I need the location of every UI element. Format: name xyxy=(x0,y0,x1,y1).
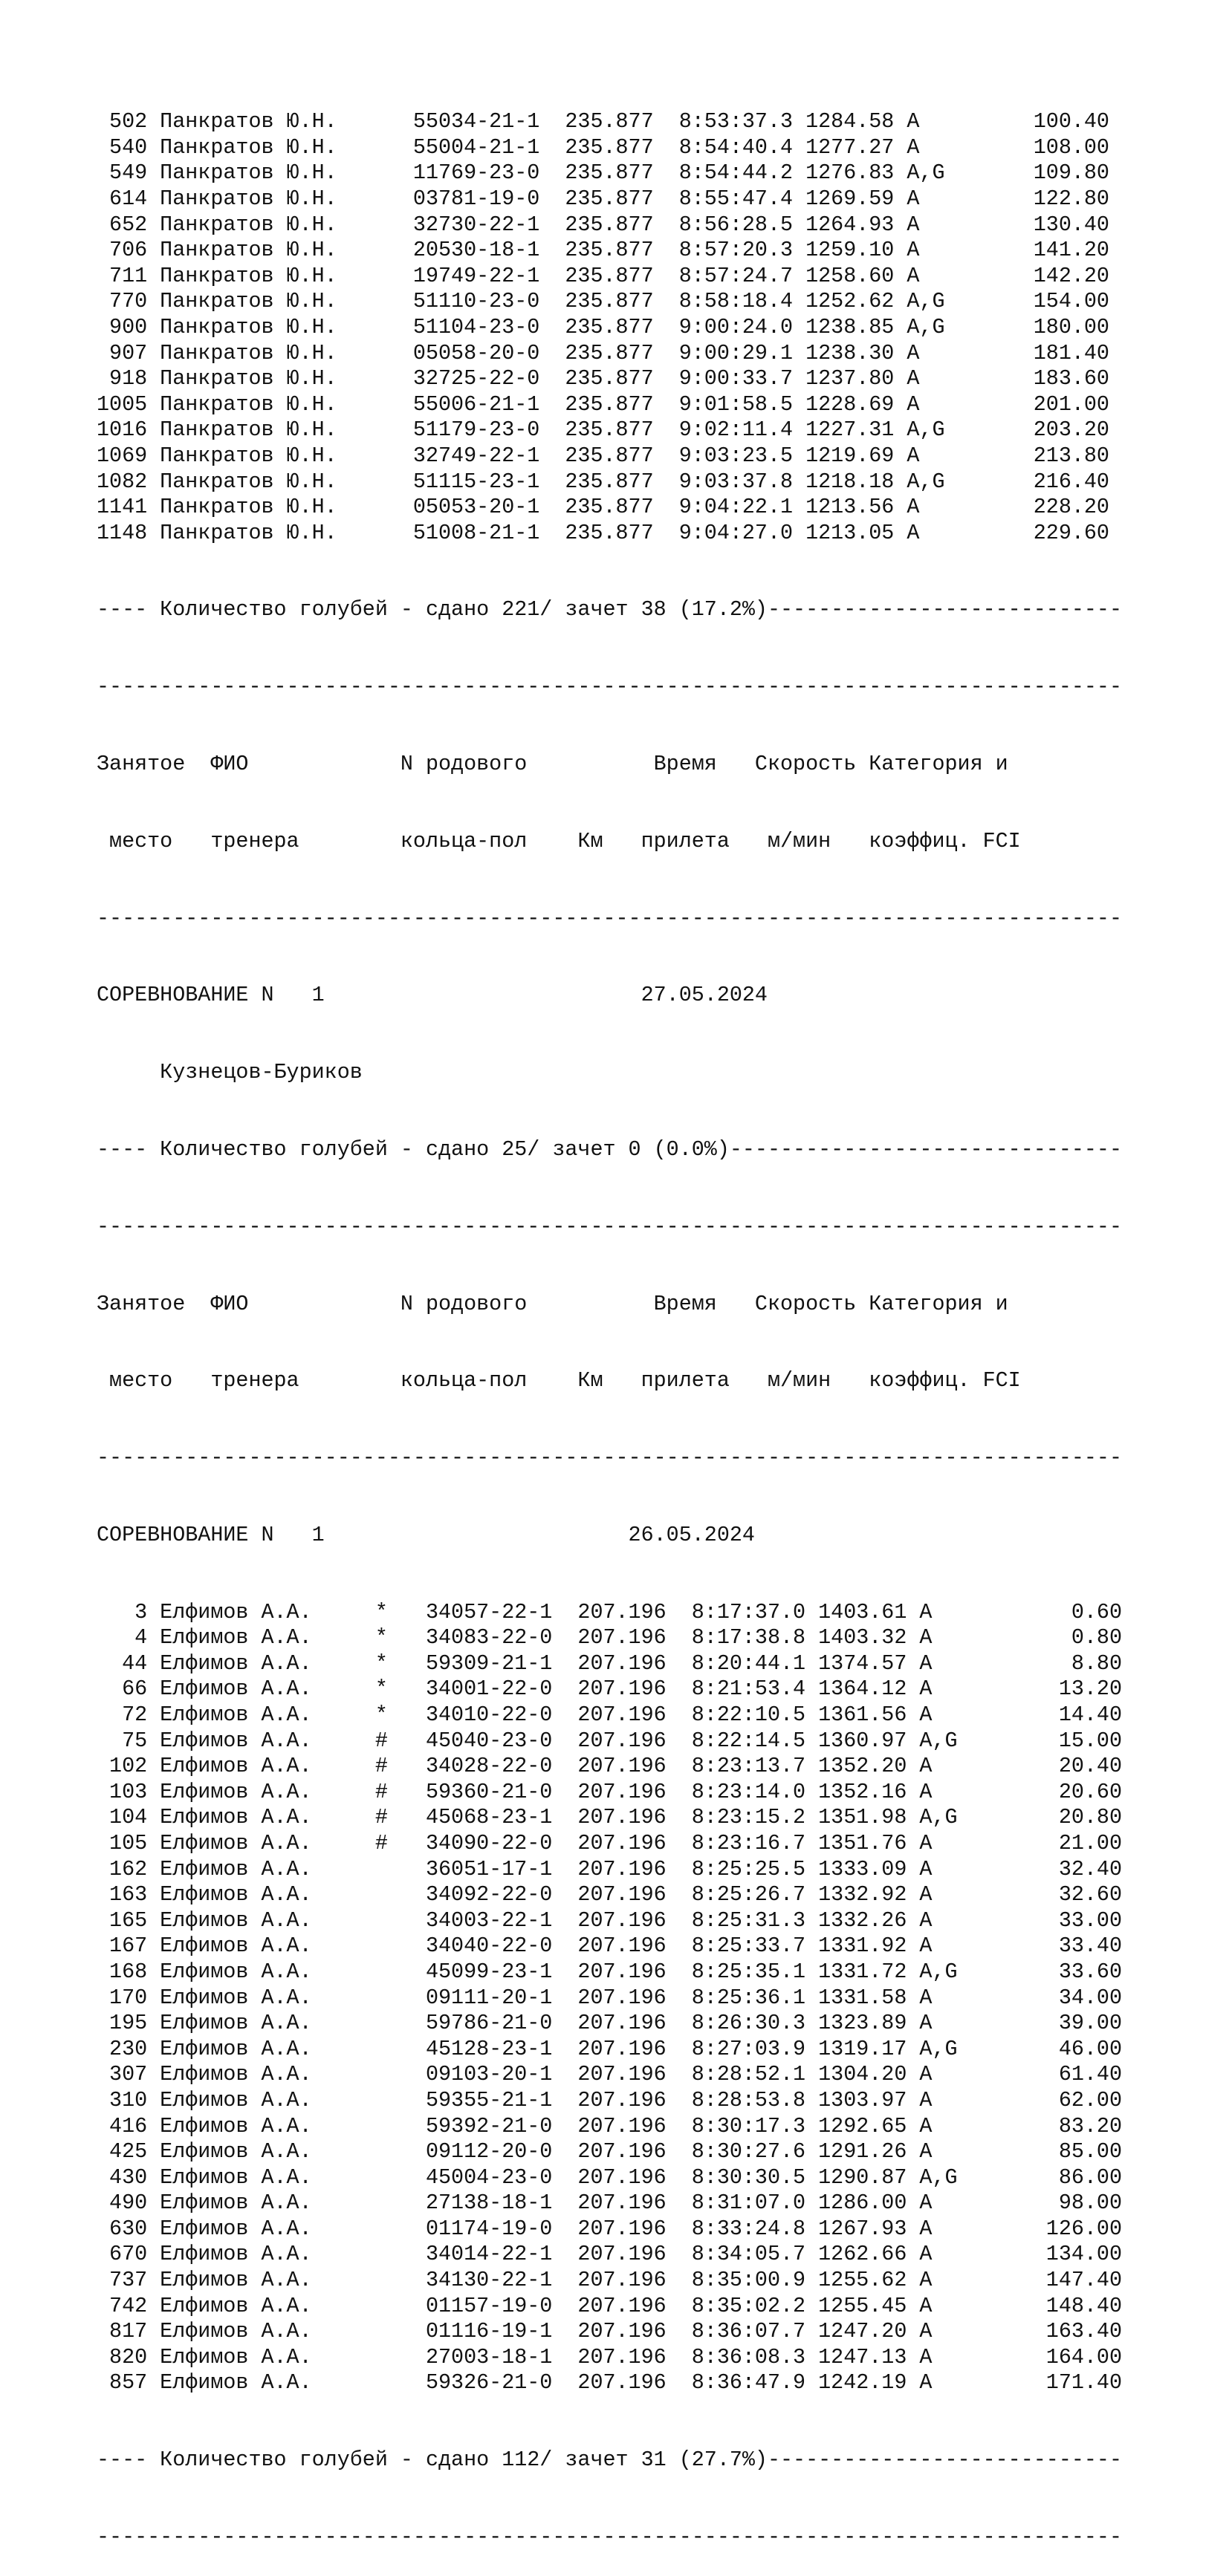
result-row: 163 Елфимов А.А. 34092-22-0 207.196 8:25:26.7 1332.92 A 32.60 xyxy=(97,1882,1123,1907)
result-row: 706 Панкратов Ю.Н. 20530-18-1 235.877 8:57:20.3 1259.10 A 141.20 xyxy=(97,238,1109,263)
competition-title: СОРЕВНОВАНИЕ N 1 26.05.2024 xyxy=(97,1522,755,1547)
result-row: 195 Елфимов А.А. 59786-21-0 207.196 8:26:30.3 1323.89 A 39.00 xyxy=(97,2011,1123,2036)
result-row: 549 Панкратов Ю.Н. 11769-23-0 235.877 8:54:44.2 1276.83 A,G 109.80 xyxy=(97,160,1109,186)
competition-rows xyxy=(97,1600,1122,2396)
result-row: 170 Елфимов А.А. 09111-20-1 207.196 8:25:36.1 1331.58 A 34.00 xyxy=(97,1985,1123,2010)
result-row: 540 Панкратов Ю.Н. 55004-21-1 235.877 8:54:40.4 1277.27 A 108.00 xyxy=(97,134,1109,160)
result-row: 1069 Панкратов Ю.Н. 32749-22-1 235.877 9:03:23.5 1219.69 A 213.80 xyxy=(97,443,1109,468)
divider-line: --------------------------------------------------------------------------------- xyxy=(97,2525,1123,2549)
column-header-line-1: Занятое ФИО N родового Время Скорость Категория и xyxy=(97,752,1008,777)
result-row: 310 Елфимов А.А. 59355-21-1 207.196 8:28:53.8 1303.97 A 62.00 xyxy=(97,2087,1123,2112)
result-row: 307 Елфимов А.А. 09103-20-1 207.196 8:28:52.1 1304.20 A 61.40 xyxy=(97,2062,1123,2087)
result-row: 614 Панкратов Ю.Н. 03781-19-0 235.877 8:55:47.4 1269.59 A 122.80 xyxy=(97,186,1109,211)
result-row: 1082 Панкратов Ю.Н. 51115-23-1 235.877 9:03:37.8 1218.18 A,G 216.40 xyxy=(97,469,1109,494)
result-row: 630 Елфимов А.А. 01174-19-0 207.196 8:33:24.8 1267.93 A 126.00 xyxy=(97,2216,1123,2241)
result-row: 168 Елфимов А.А. 45099-23-1 207.196 8:25:35.1 1331.72 A,G 33.60 xyxy=(97,1959,1123,1984)
competitor-name: Кузнецов-Буриков xyxy=(97,1060,363,1085)
result-row: 820 Елфимов А.А. 27003-18-1 207.196 8:36:08.3 1247.13 A 164.00 xyxy=(97,2344,1123,2370)
top-section-rows xyxy=(97,109,1122,546)
result-row: 817 Елфимов А.А. 01116-19-1 207.196 8:36:07.7 1247.20 A 163.40 xyxy=(97,2319,1123,2344)
result-row: 425 Елфимов А.А. 09112-20-0 207.196 8:30:27.6 1291.26 A 85.00 xyxy=(97,2139,1123,2164)
result-row: 1141 Панкратов Ю.Н. 05053-20-1 235.877 9:04:22.1 1213.56 A 228.20 xyxy=(97,495,1109,520)
divider-line: --------------------------------------------------------------------------------- xyxy=(97,1445,1123,1471)
column-header-line-1: Занятое ФИО N родового Время Скорость Категория и xyxy=(97,1291,1008,1316)
result-row: 103 Елфимов А.А. # 59360-21-0 207.196 8:23:14.0 1352.16 A 20.60 xyxy=(97,1779,1123,1804)
result-row: 430 Елфимов А.А. 45004-23-0 207.196 8:30:30.5 1290.87 A,G 86.00 xyxy=(97,2164,1123,2190)
result-row: 66 Елфимов А.А. * 34001-22-0 207.196 8:21:53.4 1364.12 A 13.20 xyxy=(97,1676,1123,1702)
result-row: 918 Панкратов Ю.Н. 32725-22-0 235.877 9:00:33.7 1237.80 A 183.60 xyxy=(97,366,1109,391)
result-row: 1016 Панкратов Ю.Н. 51179-23-0 235.877 9:02:11.4 1227.31 A,G 203.20 xyxy=(97,417,1109,443)
result-row: 44 Елфимов А.А. * 59309-21-1 207.196 8:20:44.1 1374.57 A 8.80 xyxy=(97,1650,1123,1676)
result-row: 230 Елфимов А.А. 45128-23-1 207.196 8:27:03.9 1319.17 A,G 46.00 xyxy=(97,2036,1123,2061)
result-row: 162 Елфимов А.А. 36051-17-1 207.196 8:25:25.5 1333.09 A 32.40 xyxy=(97,1856,1123,1881)
result-row: 1005 Панкратов Ю.Н. 55006-21-1 235.877 9:01:58.5 1228.69 A 201.00 xyxy=(97,391,1109,417)
competition-title: СОРЕВНОВАНИЕ N 1 27.05.2024 xyxy=(97,983,768,1008)
result-row: 502 Панкратов Ю.Н. 55034-21-1 235.877 8:53:37.3 1284.58 A 100.40 xyxy=(97,109,1109,134)
result-row: 490 Елфимов А.А. 27138-18-1 207.196 8:31:07.0 1286.00 A 98.00 xyxy=(97,2190,1123,2216)
result-row: 416 Елфимов А.А. 59392-21-0 207.196 8:30:17.3 1292.65 A 83.20 xyxy=(97,2113,1123,2138)
result-row: 75 Елфимов А.А. # 45040-23-0 207.196 8:22:14.5 1360.97 A,G 15.00 xyxy=(97,1728,1123,1753)
result-row: 102 Елфимов А.А. # 34028-22-0 207.196 8:23:13.7 1352.20 A 20.40 xyxy=(97,1754,1123,1779)
result-row: 72 Елфимов А.А. * 34010-22-0 207.196 8:22:10.5 1361.56 A 14.40 xyxy=(97,1702,1123,1727)
divider-line: --------------------------------------------------------------------------------- xyxy=(97,905,1123,931)
column-header-line-2: место тренера кольца-пол Км прилета м/мин коэффиц. FCI xyxy=(97,828,1021,853)
section-summary: ---- Количество голубей - сдано 112/ зачет 31 (27.7%)---------------------------- xyxy=(97,2447,1123,2473)
result-row: 165 Елфимов А.А. 34003-22-1 207.196 8:25:31.3 1332.26 A 33.00 xyxy=(97,1907,1123,1933)
result-row: 670 Елфимов А.А. 34014-22-1 207.196 8:34:05.7 1262.66 A 134.00 xyxy=(97,2242,1123,2267)
section-summary: ---- Количество голубей - сдано 25/ зачет 0 (0.0%)------------------------------- xyxy=(97,1136,1123,1162)
result-row: 652 Панкратов Ю.Н. 32730-22-1 235.877 8:56:28.5 1264.93 A 130.40 xyxy=(97,212,1109,237)
result-row: 104 Елфимов А.А. # 45068-23-1 207.196 8:23:15.2 1351.98 A,G 20.80 xyxy=(97,1805,1123,1830)
result-row: 1148 Панкратов Ю.Н. 51008-21-1 235.877 9:04:27.0 1213.05 A 229.60 xyxy=(97,520,1109,545)
result-row: 857 Елфимов А.А. 59326-21-0 207.196 8:36:47.9 1242.19 A 171.40 xyxy=(97,2370,1123,2396)
result-row: 737 Елфимов А.А. 34130-22-1 207.196 8:35:00.9 1255.62 A 147.40 xyxy=(97,2268,1123,2293)
result-row: 770 Панкратов Ю.Н. 51110-23-0 235.877 8:58:18.4 1252.62 A,G 154.00 xyxy=(97,289,1109,314)
result-row: 3 Елфимов А.А. * 34057-22-1 207.196 8:17:37.0 1403.61 A 0.60 xyxy=(97,1599,1123,1624)
result-row: 900 Панкратов Ю.Н. 51104-23-0 235.877 9:00:24.0 1238.85 A,G 180.00 xyxy=(97,314,1109,339)
section-summary: ---- Количество голубей - сдано 221/ зачет 38 (17.2%)---------------------------- xyxy=(97,597,1123,622)
column-header-line-2: место тренера кольца-пол Км прилета м/мин коэффиц. FCI xyxy=(97,1368,1021,1393)
divider-line: --------------------------------------------------------------------------------- xyxy=(97,1214,1123,1239)
result-row: 742 Елфимов А.А. 01157-19-0 207.196 8:35:02.2 1255.45 A 148.40 xyxy=(97,2293,1123,2318)
result-row: 4 Елфимов А.А. * 34083-22-0 207.196 8:17:38.8 1403.32 A 0.80 xyxy=(97,1625,1123,1650)
result-row: 105 Елфимов А.А. # 34090-22-0 207.196 8:23:16.7 1351.76 A 21.00 xyxy=(97,1830,1123,1855)
result-row: 711 Панкратов Ю.Н. 19749-22-1 235.877 8:57:24.7 1258.60 A 142.20 xyxy=(97,263,1109,288)
result-row: 167 Елфимов А.А. 34040-22-0 207.196 8:25:33.7 1331.92 A 33.40 xyxy=(97,1933,1123,1959)
divider-line: --------------------------------------------------------------------------------- xyxy=(97,674,1123,700)
results-document xyxy=(97,58,1122,2576)
result-row: 907 Панкратов Ю.Н. 05058-20-0 235.877 9:00:29.1 1238.30 A 181.40 xyxy=(97,340,1109,365)
